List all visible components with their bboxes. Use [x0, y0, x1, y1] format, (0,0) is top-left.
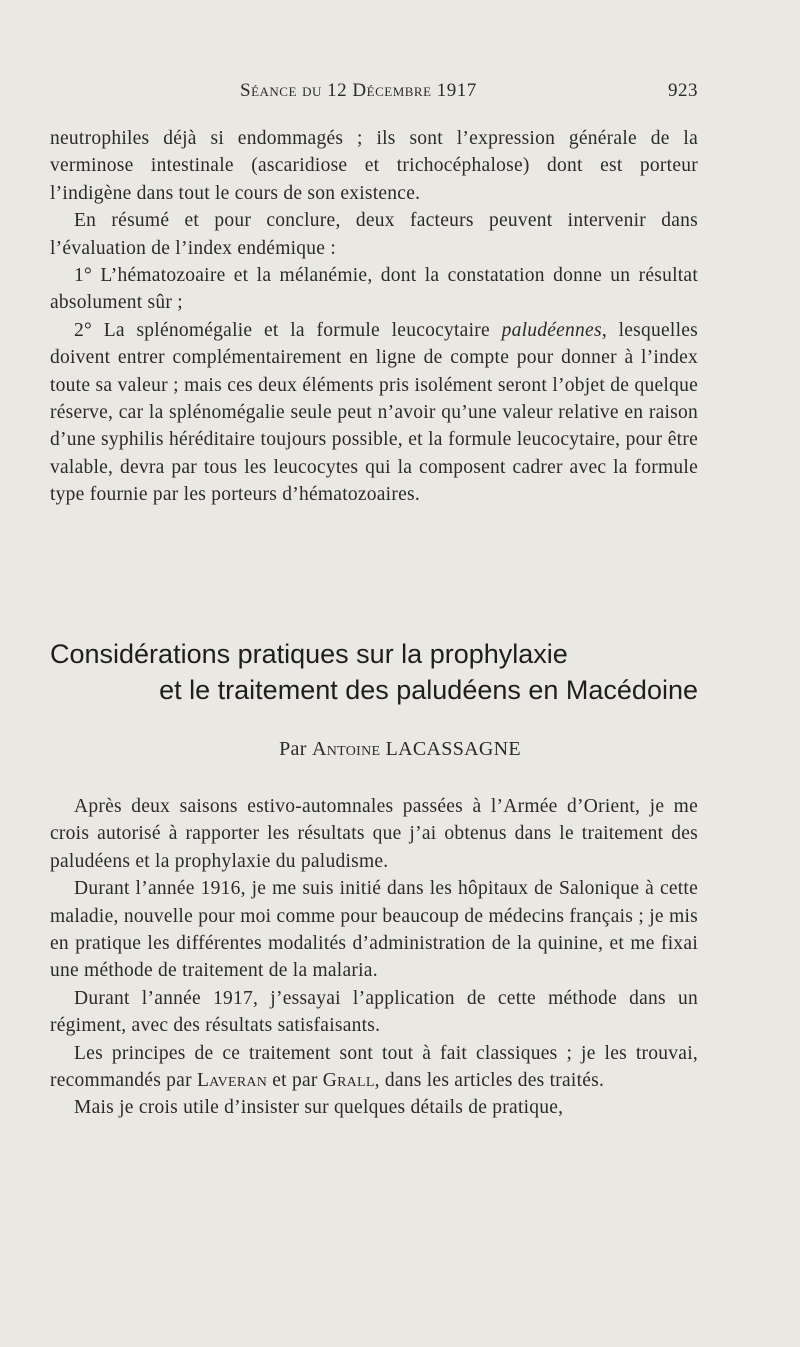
paragraph [50, 1040, 698, 1095]
author-first-name: Antoine [311, 738, 381, 760]
byline [50, 738, 750, 761]
paragraph-text: , lesquelles doivent entrer complémentairement en ligne de compte pour donner à l’index toute sa valeur ; mais ces deux éléments pris isolément seront l’objet de quelque réserve, car la splénomégalie seule peut n’avoir qu’une valeur relative en raison d’une syphilis héréditaire toujours possible, et la formule leucocytaire, pour être valable, devra par tous les leucocytes qui la composent cadrer avec la formule type fournie par les porteurs d’hématozoaires. [50, 319, 699, 506]
paragraph: Après deux saisons estivo-automnales passées à l’Armée d’Orient, je me crois autorisé à rapporter les résultats que j’ai obtenus dans le traitement des paludéens et la prophylaxie du paludisme. [50, 796, 698, 872]
paragraph: neutrophiles déjà si endommagés ; ils sont l’expression générale de la verminose intestinale (ascaridiose et trichocéphalose) dont est porteur l’indigène dans tout le cours de son existence. [50, 128, 698, 204]
paragraph: 1° L’hématozoaire et la mélanémie, dont la constatation donne un résultat absolument sûr ; [50, 265, 698, 314]
italic-term: paludéennes [501, 319, 602, 341]
running-header [50, 80, 698, 106]
article-title [50, 636, 700, 708]
running-title: Séance du 12 Décembre 1917 [240, 80, 477, 101]
paragraph-text: et par [267, 1070, 323, 1092]
article-title-line-2: et le traitement des paludéens en Macédoine [159, 675, 698, 705]
paragraph-text: , dans les articles des traités. [374, 1070, 605, 1092]
cited-author: Grall [322, 1070, 375, 1092]
author-last-name: LACASSAGNE [380, 738, 521, 760]
paragraph: En résumé et pour conclure, deux facteurs peuvent intervenir dans l’évaluation de l’index endémique : [50, 210, 698, 259]
byline-prefix: Par [279, 738, 312, 760]
paragraph: Durant l’année 1917, j’essayai l’application de cette méthode dans un régiment, avec des résultats satisfaisants. [50, 987, 698, 1037]
paragraph: Durant l’année 1916, je me suis initié dans les hôpitaux de Salonique à cette maladie, nouvelle pour moi comme pour beaucoup de médecins français ; je mis en pratique les différentes modalités d’administration de la quinine, et me fixai une méthode de traitement de la malaria. [50, 878, 698, 982]
paragraph [50, 317, 698, 509]
cited-author: Laveran [196, 1070, 268, 1092]
continued-text-block [50, 125, 698, 509]
article-body [50, 793, 698, 1122]
paragraph: Mais je crois utile d’insister sur quelques détails de pratique, [74, 1097, 564, 1119]
page-number: 923 [668, 80, 698, 101]
paragraph-text: 2° La splénomégalie et la formule leucocytaire [74, 319, 502, 341]
paragraph-text: Les principes de ce traitement sont tout à fait classiques ; je les trouvai, recommandés par [50, 1042, 698, 1092]
article-title-line-1: Considérations pratiques sur la prophylaxie [50, 639, 568, 669]
